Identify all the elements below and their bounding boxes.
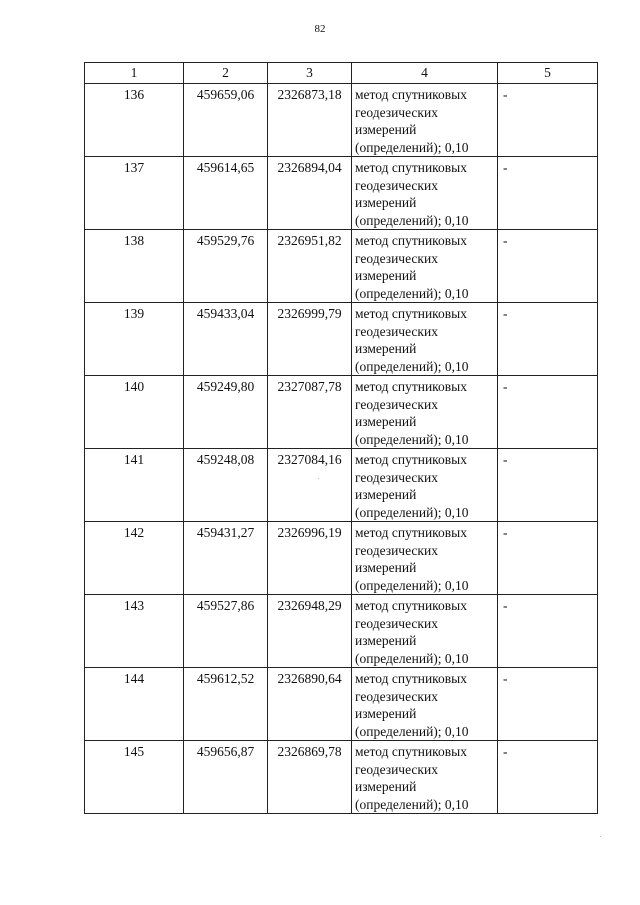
table-row: [85, 303, 598, 376]
table-row: [85, 522, 598, 595]
point-number: 142: [85, 522, 184, 595]
method-line: измерений: [355, 487, 417, 502]
method-line: метод спутниковых: [355, 233, 467, 248]
limit-value: -: [498, 157, 598, 230]
table-row: [85, 376, 598, 449]
table-row: [85, 157, 598, 230]
method-line: (определений); 0,10: [355, 504, 469, 520]
method-line: (определений); 0,10: [355, 577, 469, 593]
method-line: метод спутниковых: [355, 525, 467, 540]
limit-value: -: [498, 741, 598, 814]
coordinate-x: 459249,80: [184, 376, 268, 449]
method-line: измерений: [355, 706, 417, 721]
table-row: [85, 595, 598, 668]
method-line: метод спутниковых: [355, 160, 467, 175]
coordinate-y: 2326890,64: [268, 668, 352, 741]
method-line: измерений: [355, 414, 417, 429]
coordinate-x: 459614,65: [184, 157, 268, 230]
table-row: [85, 449, 598, 522]
point-number: 136: [85, 84, 184, 157]
method-line: метод спутниковых: [355, 452, 467, 467]
coordinate-y: 2327087,78: [268, 376, 352, 449]
method-accuracy: [352, 741, 498, 814]
coordinate-x: 459656,87: [184, 741, 268, 814]
method-line: геодезических: [355, 542, 438, 558]
coordinate-y: 2326948,29: [268, 595, 352, 668]
method-line: (определений); 0,10: [355, 139, 469, 155]
method-accuracy: [352, 84, 498, 157]
point-number: 137: [85, 157, 184, 230]
method-accuracy: [352, 595, 498, 668]
method-line: (определений); 0,10: [355, 358, 469, 374]
table-row: [85, 741, 598, 814]
method-line: геодезических: [355, 615, 438, 631]
table-body: [85, 84, 598, 814]
method-line: геодезических: [355, 323, 438, 339]
limit-value: -: [498, 376, 598, 449]
point-number: 140: [85, 376, 184, 449]
limit-value: -: [498, 84, 598, 157]
coordinate-y: 2326999,79: [268, 303, 352, 376]
coordinate-x: 459529,76: [184, 230, 268, 303]
coordinate-x: 459431,27: [184, 522, 268, 595]
coordinate-x: 459612,52: [184, 668, 268, 741]
method-accuracy: [352, 230, 498, 303]
method-line: (определений); 0,10: [355, 796, 469, 812]
method-line: измерений: [355, 779, 417, 794]
method-line: метод спутниковых: [355, 744, 467, 759]
method-line: геодезических: [355, 761, 438, 777]
limit-value: -: [498, 449, 598, 522]
point-number: 143: [85, 595, 184, 668]
limit-value: -: [498, 303, 598, 376]
method-accuracy: [352, 303, 498, 376]
header-col-5: 5: [498, 63, 598, 84]
point-number: 138: [85, 230, 184, 303]
coordinate-y: 2326951,82: [268, 230, 352, 303]
scan-speck: [318, 478, 319, 479]
point-number: 141: [85, 449, 184, 522]
header-row: [85, 63, 598, 84]
method-line: метод спутниковых: [355, 306, 467, 321]
coordinate-x: 459433,04: [184, 303, 268, 376]
coordinate-y: 2326869,78: [268, 741, 352, 814]
method-line: геодезических: [355, 688, 438, 704]
page-number: 82: [314, 23, 326, 35]
coordinate-y: 2327084,16: [268, 449, 352, 522]
limit-value: -: [498, 595, 598, 668]
point-number: 139: [85, 303, 184, 376]
table-header: [85, 63, 598, 84]
method-line: геодезических: [355, 250, 438, 266]
method-line: (определений); 0,10: [355, 723, 469, 739]
method-line: (определений); 0,10: [355, 212, 469, 228]
method-accuracy: [352, 449, 498, 522]
coordinate-y: 2326894,04: [268, 157, 352, 230]
coordinate-x: 459527,86: [184, 595, 268, 668]
method-line: измерений: [355, 268, 417, 283]
coordinate-x: 459659,06: [184, 84, 268, 157]
coordinate-y: 2326873,18: [268, 84, 352, 157]
header-col-2: 2: [184, 63, 268, 84]
table-row: [85, 84, 598, 157]
coordinate-y: 2326996,19: [268, 522, 352, 595]
method-line: измерений: [355, 195, 417, 210]
method-line: измерений: [355, 341, 417, 356]
method-line: (определений); 0,10: [355, 650, 469, 666]
method-line: метод спутниковых: [355, 598, 467, 613]
method-line: метод спутниковых: [355, 379, 467, 394]
point-number: 145: [85, 741, 184, 814]
method-accuracy: [352, 668, 498, 741]
limit-value: -: [498, 230, 598, 303]
limit-value: -: [498, 522, 598, 595]
method-accuracy: [352, 157, 498, 230]
coordinate-x: 459248,08: [184, 449, 268, 522]
limit-value: -: [498, 668, 598, 741]
method-line: измерений: [355, 560, 417, 575]
point-number: 144: [85, 668, 184, 741]
method-accuracy: [352, 522, 498, 595]
method-line: геодезических: [355, 469, 438, 485]
header-col-4: 4: [352, 63, 498, 84]
method-line: метод спутниковых: [355, 671, 467, 686]
method-line: метод спутниковых: [355, 87, 467, 102]
table-row: [85, 230, 598, 303]
method-line: измерений: [355, 633, 417, 648]
method-line: (определений); 0,10: [355, 285, 469, 301]
scan-speck: [600, 836, 601, 837]
table-row: [85, 668, 598, 741]
method-line: геодезических: [355, 396, 438, 412]
coordinates-table: [84, 62, 598, 814]
header-col-3: 3: [268, 63, 352, 84]
method-accuracy: [352, 376, 498, 449]
method-line: измерений: [355, 122, 417, 137]
header-col-1: 1: [85, 63, 184, 84]
method-line: геодезических: [355, 104, 438, 120]
method-line: геодезических: [355, 177, 438, 193]
method-line: (определений); 0,10: [355, 431, 469, 447]
